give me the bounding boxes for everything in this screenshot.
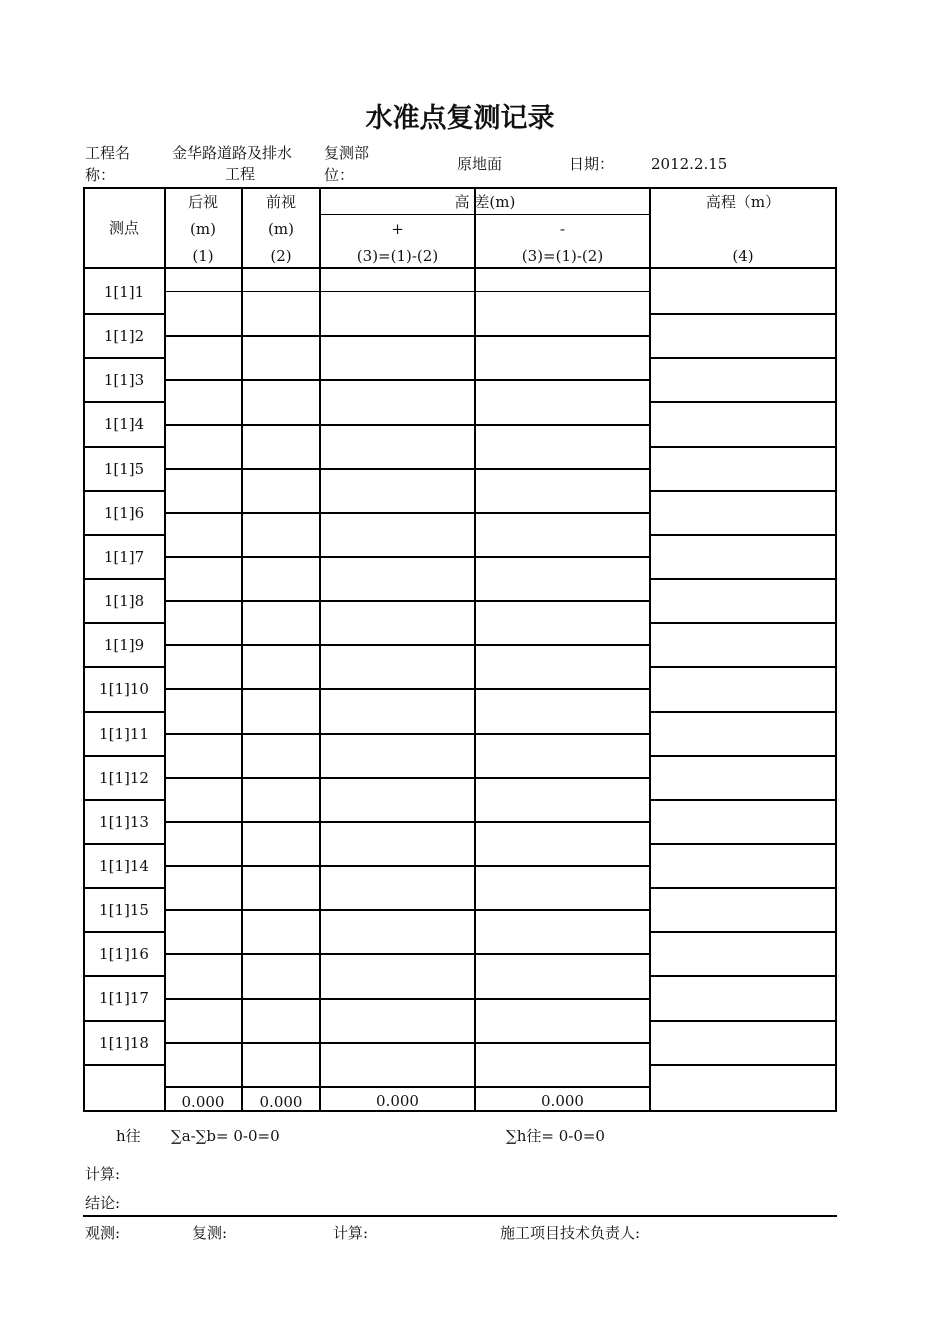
column-line <box>241 187 243 1112</box>
data-row-line <box>164 556 650 558</box>
data-row-line <box>164 600 650 602</box>
point-row-line <box>83 1020 165 1022</box>
page-title: 水准点复测记录 <box>365 103 555 134</box>
column-line <box>649 187 651 1112</box>
point-label: 1[1]6 <box>103 503 145 522</box>
calc-label: 计算: <box>85 1165 121 1183</box>
data-row-line <box>164 512 650 514</box>
data-row-line <box>164 688 650 690</box>
data-row-line <box>164 291 650 292</box>
data-row-line <box>164 424 650 426</box>
point-label: 1[1]3 <box>103 371 145 390</box>
elevation-row-line <box>649 313 837 315</box>
point-row-line <box>83 446 165 448</box>
header-plus-formula: (3)=(1)-(2) <box>356 247 439 265</box>
point-row-line <box>83 711 165 713</box>
project-label-suffix: 称： <box>85 166 116 184</box>
column-line <box>319 187 321 1112</box>
point-label: 1[1]18 <box>99 1033 149 1052</box>
point-row-line <box>83 401 165 403</box>
observer-label: 观测: <box>85 1224 121 1242</box>
point-row-line <box>83 357 165 359</box>
header-divider <box>320 214 650 215</box>
project-name: 金华路道路及排水 <box>172 144 293 162</box>
point-label: 1[1]15 <box>99 901 149 920</box>
header-front-index: (2) <box>270 247 292 265</box>
elevation-row-line <box>649 1020 837 1022</box>
point-label: 1[1]12 <box>99 768 149 787</box>
point-row-line <box>83 1064 165 1066</box>
project-name-suffix: 工程 <box>225 165 256 183</box>
elevation-row-line <box>649 799 837 801</box>
column-line <box>164 187 166 1112</box>
header-front: 前视 <box>265 193 296 211</box>
elevation-row-line <box>649 755 837 757</box>
sum-front: 0.000 <box>259 1093 303 1111</box>
header-front-unit: (m) <box>268 220 294 238</box>
point-label: 1[1]14 <box>99 856 149 875</box>
point-label: 1[1]10 <box>99 680 149 699</box>
elevation-row-line <box>649 622 837 624</box>
header-plus: + <box>391 220 404 238</box>
h-label: h往 <box>116 1127 141 1145</box>
point-label: 1[1]5 <box>103 459 145 478</box>
point-label: 1[1]9 <box>103 636 145 655</box>
point-label: 1[1]2 <box>103 327 145 346</box>
elevation-row-line <box>649 666 837 668</box>
point-row-line <box>83 843 165 845</box>
data-row-line <box>164 865 650 867</box>
data-row-line <box>164 821 650 823</box>
header-minus-formula: (3)=(1)-(2) <box>521 247 604 265</box>
header-back-unit: (m) <box>190 220 216 238</box>
date-value: 2012.2.15 <box>651 155 728 173</box>
point-row-line <box>83 755 165 757</box>
data-row-line <box>164 777 650 779</box>
data-row-line <box>164 733 650 735</box>
header-point: 测点 <box>108 219 139 237</box>
sum-row-line <box>164 1087 650 1088</box>
point-label: 1[1]1 <box>103 283 145 301</box>
elevation-row-line <box>649 711 837 713</box>
sum-plus: 0.000 <box>376 1092 419 1110</box>
header-minus: - <box>559 220 566 238</box>
data-row-line <box>164 1042 650 1044</box>
header-bottom-border <box>83 267 837 269</box>
elevation-row-line <box>649 534 837 536</box>
footer-divider <box>83 1215 837 1217</box>
elevation-row-line <box>649 1064 837 1066</box>
header-elevation-index: (4) <box>732 247 754 265</box>
point-label: 1[1]4 <box>103 415 145 434</box>
elevation-row-line <box>649 401 837 403</box>
elevation-row-line <box>649 887 837 889</box>
sum-ab-formula: ∑a-∑b= 0-0=0 <box>171 1127 280 1145</box>
project-label: 工程名 <box>85 144 131 162</box>
point-label: 1[1]13 <box>99 812 149 831</box>
column-line <box>474 187 476 1112</box>
sum-back: 0.000 <box>181 1093 225 1111</box>
location-label: 复测部 <box>324 144 370 162</box>
point-row-line <box>83 313 165 315</box>
point-row-line <box>83 666 165 668</box>
point-label: 1[1]8 <box>103 592 145 610</box>
point-label: 1[1]16 <box>99 945 149 964</box>
tech-lead-label: 施工项目技术负责人: <box>500 1224 641 1242</box>
recheck-label: 复测: <box>192 1224 228 1242</box>
data-row-line <box>164 909 650 911</box>
point-row-line <box>83 578 165 580</box>
elevation-row-line <box>649 446 837 448</box>
column-line <box>835 187 837 1112</box>
data-row-line <box>164 998 650 1000</box>
point-label: 1[1]11 <box>99 724 149 743</box>
point-row-line <box>83 490 165 492</box>
data-row-line <box>164 644 650 646</box>
data-row-line <box>164 468 650 470</box>
sum-minus: 0.000 <box>541 1092 584 1110</box>
point-row-line <box>83 534 165 536</box>
elevation-row-line <box>649 357 837 359</box>
data-row-line <box>164 335 650 337</box>
data-row-line <box>164 379 650 381</box>
conclusion-label: 结论: <box>85 1194 121 1212</box>
header-elevation: 高程（m） <box>705 193 781 211</box>
header-back-index: (1) <box>192 247 214 265</box>
elevation-row-line <box>649 578 837 580</box>
elevation-row-line <box>649 931 837 933</box>
point-row-line <box>83 931 165 933</box>
location-label-suffix: 位： <box>324 166 355 184</box>
elevation-row-line <box>649 975 837 977</box>
point-label: 1[1]7 <box>103 547 145 566</box>
header-back: 后视 <box>187 193 218 211</box>
calculator-label: 计算: <box>333 1224 369 1242</box>
data-row-line <box>164 953 650 955</box>
point-row-line <box>83 799 165 801</box>
point-row-line <box>83 887 165 889</box>
column-line <box>83 187 85 1112</box>
header-height-diff: 高 差(m) <box>454 193 516 211</box>
date-label: 日期： <box>569 155 615 173</box>
sum-h-formula: ∑h往= 0-0=0 <box>506 1127 605 1145</box>
elevation-row-line <box>649 490 837 492</box>
location-value: 原地面 <box>457 155 503 173</box>
elevation-row-line <box>649 843 837 845</box>
point-row-line <box>83 975 165 977</box>
point-row-line <box>83 622 165 624</box>
table-top-border <box>83 187 837 189</box>
point-label: 1[1]17 <box>99 989 149 1008</box>
